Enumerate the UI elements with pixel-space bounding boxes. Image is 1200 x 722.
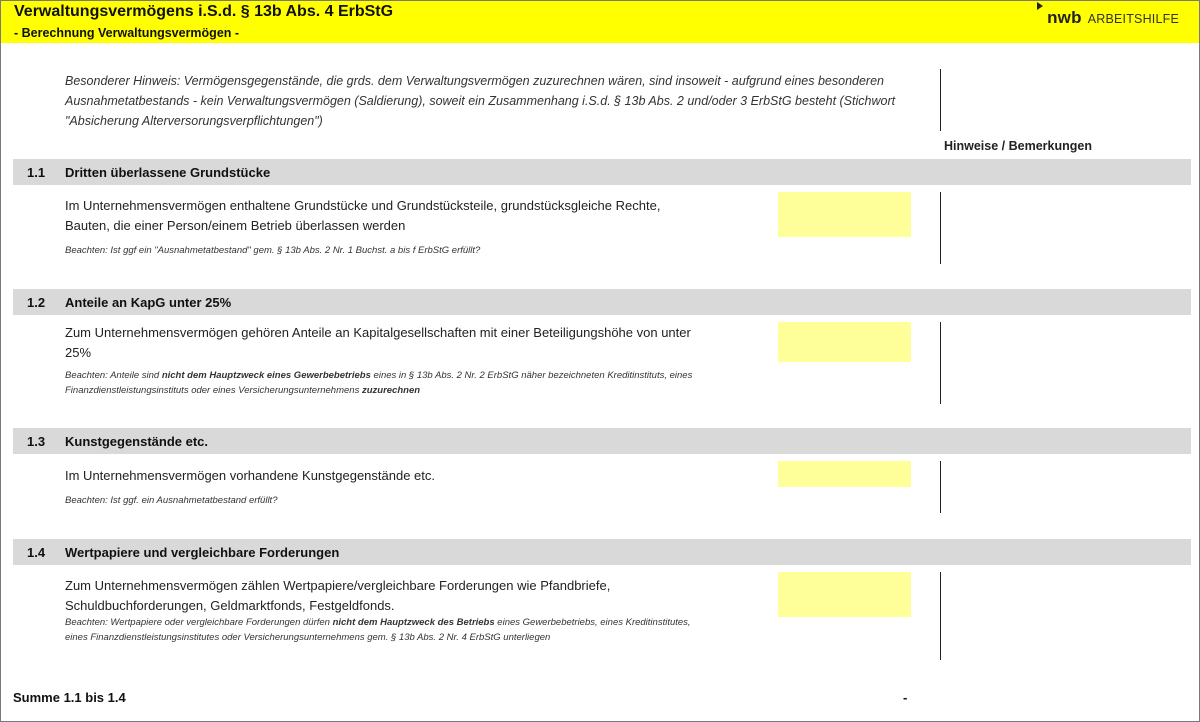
play-arrow-icon [1037, 2, 1043, 10]
remarks-divider [940, 461, 941, 513]
special-notice: Besonderer Hinweis: Vermögensgegenstände, die grds. dem Verwaltungsvermögen zuzurechnen wären, sind insoweit - aufgrund eines besonderen Ausnahmetatbestands - kein Verwaltungsvermögen (Saldierung), soweit ein Zusammenhang i.S.d. § 13b Abs. 2 und/oder 3 ErbStG besteht (Stichwort "Absicherung Alterversorungsverpflichtungen") [65, 74, 896, 128]
section-title: Kunstgegenstände etc. [65, 434, 209, 449]
section-note: Beachten: Anteile sind nicht dem Hauptzweck eines Gewerbebetriebs eines in § 13b Abs. 2 Nr. 2 ErbStG näher bezeichneten Kreditinstituts, eines Finanzdienstleistungsinstituts oder eines Versicherungsunternehmens zuzurechnen [65, 370, 693, 396]
remarks-divider [940, 322, 941, 404]
section-note: Beachten: Wertpapiere oder vergleichbare Forderungen dürfen nicht dem Hauptzweck des Betriebs eines Gewerbebetriebs, eines Kreditinstitutes, eines Finanzdienstleistungsinstitutes oder Versicherungsunternehmens gem. § 13b Abs. 2 Nr. 4 ErbStG unterliegen [65, 617, 691, 643]
input-cell-1-3[interactable] [778, 461, 911, 487]
section-number: 1.3 [27, 434, 46, 449]
section-description: Zum Unternehmensvermögen zählen Wertpapiere/vergleichbare Forderungen wie Pfandbriefe, Schuldbuchforderungen, Geldmarktfonds, Festgeldfonds. [65, 578, 611, 613]
section-description: Im Unternehmensvermögen vorhandene Kunstgegenstände etc. [65, 468, 436, 483]
brand-suffix: ARBEITSHILFE [1087, 12, 1179, 26]
section-number: 1.2 [27, 295, 46, 310]
remarks-heading: Hinweise / Bemerkungen [944, 139, 1092, 153]
section-description: Im Unternehmensvermögen enthaltene Grundstücke und Grundstücksteile, grundstücksgleiche Rechte, Bauten, die einer Person/einem Betrieb überlassen werden [65, 198, 661, 233]
section-number: 1.4 [27, 545, 46, 560]
input-cell-1-4[interactable] [778, 572, 911, 617]
page-subtitle: - Berechnung Verwaltungsvermögen - [14, 26, 240, 40]
sum-value: - [903, 690, 908, 705]
section-header-1-3 [13, 428, 1191, 454]
sum-label: Summe 1.1 bis 1.4 [13, 690, 126, 705]
section-description: Zum Unternehmensvermögen gehören Anteile an Kapitalgesellschaften mit einer Beteiligungshöhe von unter 25% [65, 325, 691, 360]
section-title: Anteile an KapG unter 25% [65, 295, 232, 310]
input-cell-1-2[interactable] [778, 322, 911, 362]
remarks-divider [940, 192, 941, 264]
remarks-divider [940, 572, 941, 660]
section-title: Wertpapiere und vergleichbare Forderungen [65, 545, 340, 560]
section-header-1-4 [13, 539, 1191, 565]
section-header-1-2 [13, 289, 1191, 315]
header-banner [1, 1, 1199, 43]
section-note: Beachten: Ist ggf. ein Ausnahmetatbestand erfüllt? [65, 495, 278, 506]
section-header-1-1 [13, 159, 1191, 185]
section-title: Dritten überlassene Grundstücke [65, 165, 271, 180]
section-number: 1.1 [27, 165, 46, 180]
input-cell-1-1[interactable] [778, 192, 911, 237]
brand-name: nwb [1047, 8, 1082, 27]
page-title: Verwaltungsvermögens i.S.d. § 13b Abs. 4 ErbStG [14, 3, 394, 20]
remarks-divider [940, 69, 941, 131]
brand-logo [1047, 8, 1179, 28]
section-note: Beachten: Ist ggf ein "Ausnahmetatbestand" gem. § 13b Abs. 2 Nr. 1 Buchst. a bis f ErbStG erfüllt? [65, 245, 481, 256]
